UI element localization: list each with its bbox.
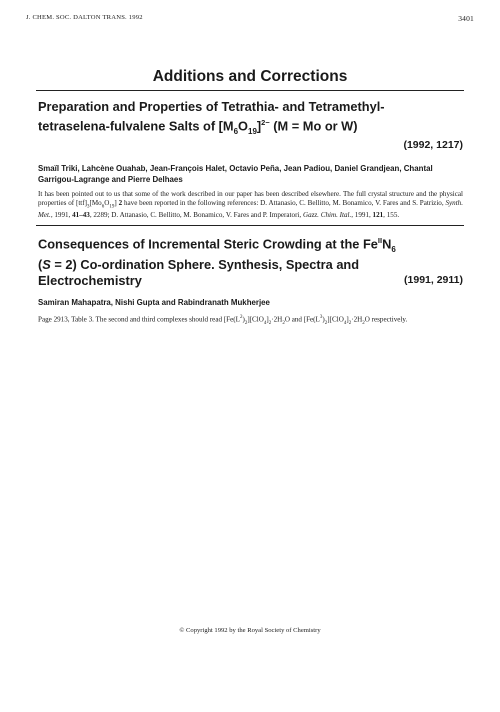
article-citation: (1992, 1217) [403, 139, 463, 152]
page-number: 3401 [458, 14, 474, 23]
title-text-part: O [238, 117, 248, 133]
title-text-part: (M = Mo or W) [269, 117, 358, 133]
article-authors: Samiran Mahapatra, Nishi Gupta and Rabindranath Mukherjee [38, 298, 270, 308]
correction-article-2 [38, 233, 463, 328]
superscript: II [377, 236, 383, 245]
article-separator-rule [36, 225, 464, 226]
article-title-spacer [38, 139, 463, 154]
article-title [38, 233, 463, 288]
section-rule [36, 90, 464, 91]
correction-article-1 [38, 99, 463, 221]
article-title-line-2: (S = 2) Co-ordination Sphere. Synthesis, Spectra and [38, 257, 360, 273]
title-text-part: ] [256, 117, 262, 133]
article-body: Page 2913, Table 3. The second and third complexes should read $[Fe(L^2)_2][ClO_4]_2\cdot 2H_2O$ and $[Fe(L^3)_2][ClO_4]_2\cdot 2H_2O$ respectively. [38, 315, 408, 327]
article-body: It has been pointed out to us that some of the work described in our paper has been described elsewhere. The full crystal structure and the physical properties of $[ttf]_3[Mo_6O_{19}]$ 2 have been reported in the following references: D. Attanasio, C. Bellitto, M. Bonamico, V. Fares and S. Patrizio, Synth. Met., 1991, 41–43, 2289; D. Attanasio, C. Bellitto, M. Bonamico, V. Fares and P. Imperatori, Gazz. Chim. Ital., 1991, 121, 155. [38, 189, 464, 220]
article-title-line-1 [38, 233, 463, 257]
journal-reference: J. CHEM. SOC. DALTON TRANS. 1992 [26, 14, 143, 21]
subscript: 19 [248, 126, 257, 136]
title-text-part: tetraselena-fulvalene Salts of [M [38, 117, 234, 133]
article-title [38, 99, 463, 154]
article-authors: Smaïl Triki, Lahcène Ouahab, Jean-François Halet, Octavio Peña, Jean Padiou, Daniel Grandjean, Chantal Garrigou-Lagrange and Pierre Delhaes [38, 163, 433, 184]
article-title-line-1: Preparation and Properties of Tetrathia- and Tetramethyl- [38, 99, 385, 114]
subscript: 6 [233, 126, 239, 136]
article-title-line-2 [38, 115, 463, 139]
title-text-part: N [382, 236, 392, 252]
title-text-part: Consequences of Incremental Steric Crowding at the Fe [38, 236, 378, 252]
superscript: 2− [261, 117, 270, 127]
section-title: Additions and Corrections [152, 68, 348, 85]
article-citation: (1991, 2911) [404, 273, 463, 286]
running-head [26, 14, 474, 26]
article-title-line-3: Electrochemistry [38, 272, 142, 288]
subscript: 6 [391, 244, 396, 254]
copyright-footer: © Copyright 1992 by the Royal Society of Chemistry [179, 627, 321, 634]
